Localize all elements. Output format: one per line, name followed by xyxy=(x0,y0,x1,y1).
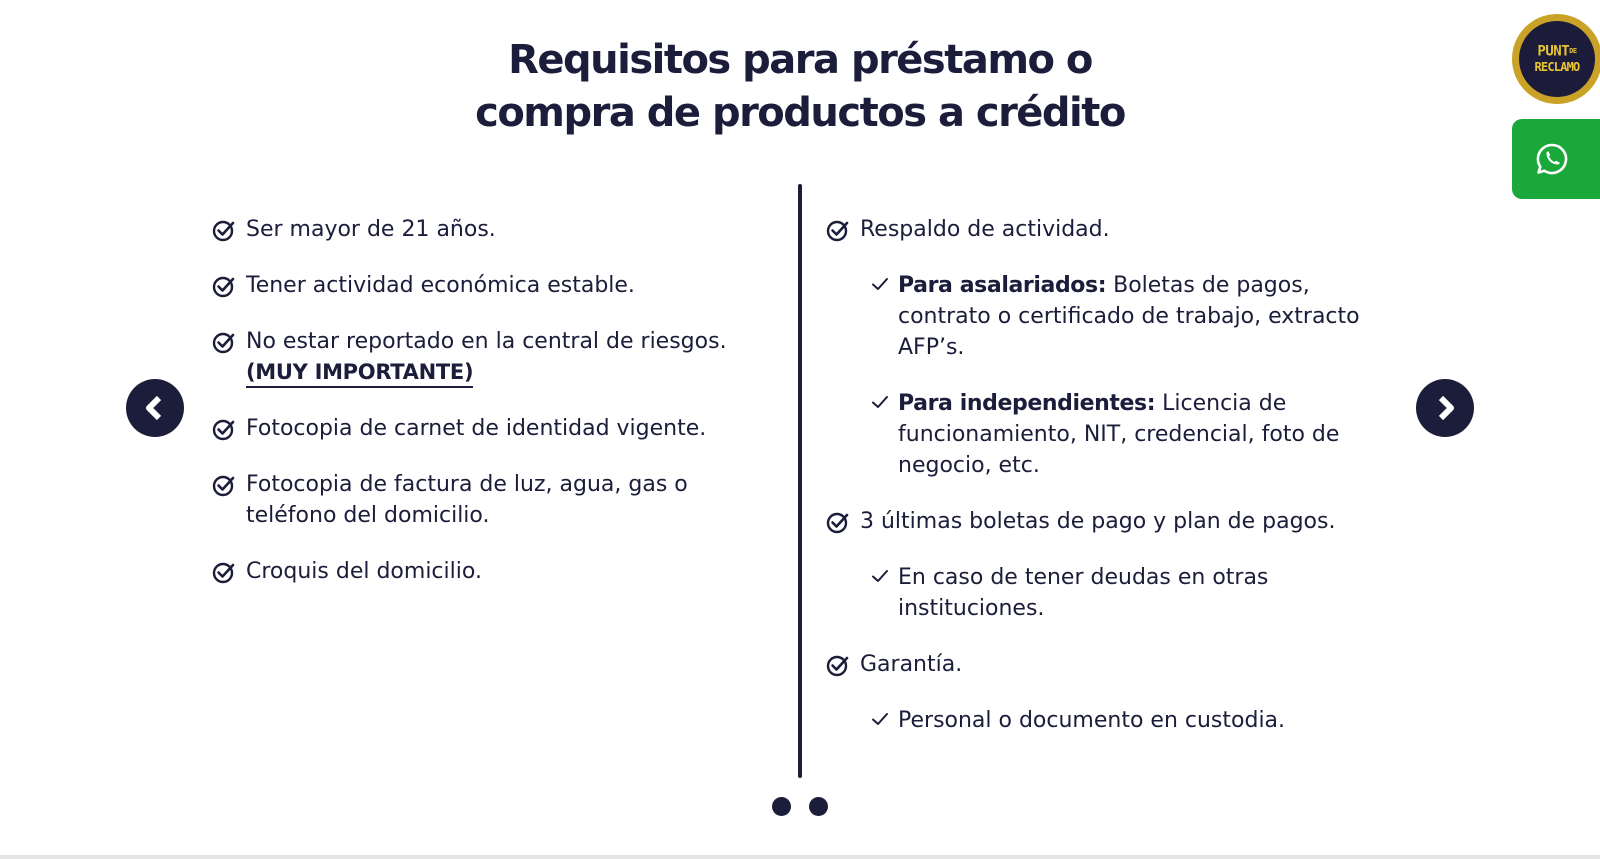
requirement-text: Tener actividad económica estable. xyxy=(246,273,635,298)
sub-requirement-item xyxy=(826,388,1396,481)
bottom-border xyxy=(0,855,1600,859)
requirement-text: Fotocopia de carnet de identidad vigente. xyxy=(246,416,707,441)
requirement-text: No estar reportado en la central de riesgos. xyxy=(246,329,727,354)
checkmark-icon xyxy=(870,709,890,729)
reclamo-logo-top: PUNTDE xyxy=(1537,43,1577,60)
carousel-next-button[interactable] xyxy=(1416,379,1474,437)
punto-de-reclamo-logo xyxy=(1519,21,1595,97)
requirement-text: Croquis del domicilio. xyxy=(246,559,482,584)
sub-requirement-item xyxy=(826,705,1396,736)
sub-requirement-label: Para independientes: xyxy=(898,391,1156,416)
check-circle-icon xyxy=(212,219,236,243)
requirement-item xyxy=(212,326,782,388)
check-circle-icon xyxy=(212,474,236,498)
title-line-1: Requisitos para préstamo o xyxy=(508,37,1092,83)
right-requirements-list xyxy=(826,214,1396,761)
page-title xyxy=(0,34,1600,140)
carousel-dot-1[interactable] xyxy=(772,797,791,816)
requirement-item xyxy=(212,556,782,587)
requirement-item xyxy=(826,214,1396,245)
requirement-item xyxy=(826,506,1396,537)
requirement-text: Fotocopia de factura de luz, agua, gas o teléfono del domicilio. xyxy=(246,472,688,528)
requirement-item xyxy=(212,214,782,245)
requirement-text: Respaldo de actividad. xyxy=(860,217,1110,242)
check-circle-icon xyxy=(826,654,850,678)
sub-requirement-item xyxy=(826,562,1396,624)
column-divider xyxy=(798,184,802,778)
title-line-2: compra de productos a crédito xyxy=(475,90,1125,136)
sub-requirement-text: Licencia de funcionamiento, NIT, credencial, foto de negocio, etc. xyxy=(898,391,1340,478)
check-circle-icon xyxy=(212,331,236,355)
requirement-text: Ser mayor de 21 años. xyxy=(246,217,496,242)
sub-requirement-text: Personal o documento en custodia. xyxy=(898,708,1286,733)
checkmark-icon xyxy=(870,566,890,586)
check-circle-icon xyxy=(826,511,850,535)
chevron-left-icon xyxy=(140,393,170,423)
check-circle-icon xyxy=(212,418,236,442)
carousel-prev-button[interactable] xyxy=(126,379,184,437)
requirement-item xyxy=(212,469,782,531)
punto-de-reclamo-button[interactable] xyxy=(1512,14,1600,104)
sub-requirement-text: En caso de tener deudas en otras instituciones. xyxy=(898,565,1269,621)
sub-requirement-text: Boletas de pagos, contrato o certificado de trabajo, extracto AFP’s. xyxy=(898,273,1360,360)
sub-requirement-label: Para asalariados: xyxy=(898,273,1107,298)
requirement-item xyxy=(826,649,1396,680)
check-circle-icon xyxy=(212,561,236,585)
requirement-text: Garantía. xyxy=(860,652,963,677)
sub-requirement-item xyxy=(826,270,1396,363)
carousel-pagination xyxy=(772,797,828,816)
important-note: (MUY IMPORTANTE) xyxy=(246,359,473,388)
requirement-text: 3 últimas boletas de pago y plan de pagos. xyxy=(860,509,1336,534)
whatsapp-button[interactable] xyxy=(1512,119,1600,199)
checkmark-icon xyxy=(870,274,890,294)
whatsapp-icon xyxy=(1534,141,1570,177)
check-circle-icon xyxy=(212,275,236,299)
chevron-right-icon xyxy=(1430,393,1460,423)
requirement-item xyxy=(212,270,782,301)
left-requirements-list xyxy=(212,214,782,612)
reclamo-logo-bottom: RECLAMO xyxy=(1534,59,1580,74)
carousel-dot-2[interactable] xyxy=(809,797,828,816)
check-circle-icon xyxy=(826,219,850,243)
checkmark-icon xyxy=(870,392,890,412)
requirement-item xyxy=(212,413,782,444)
